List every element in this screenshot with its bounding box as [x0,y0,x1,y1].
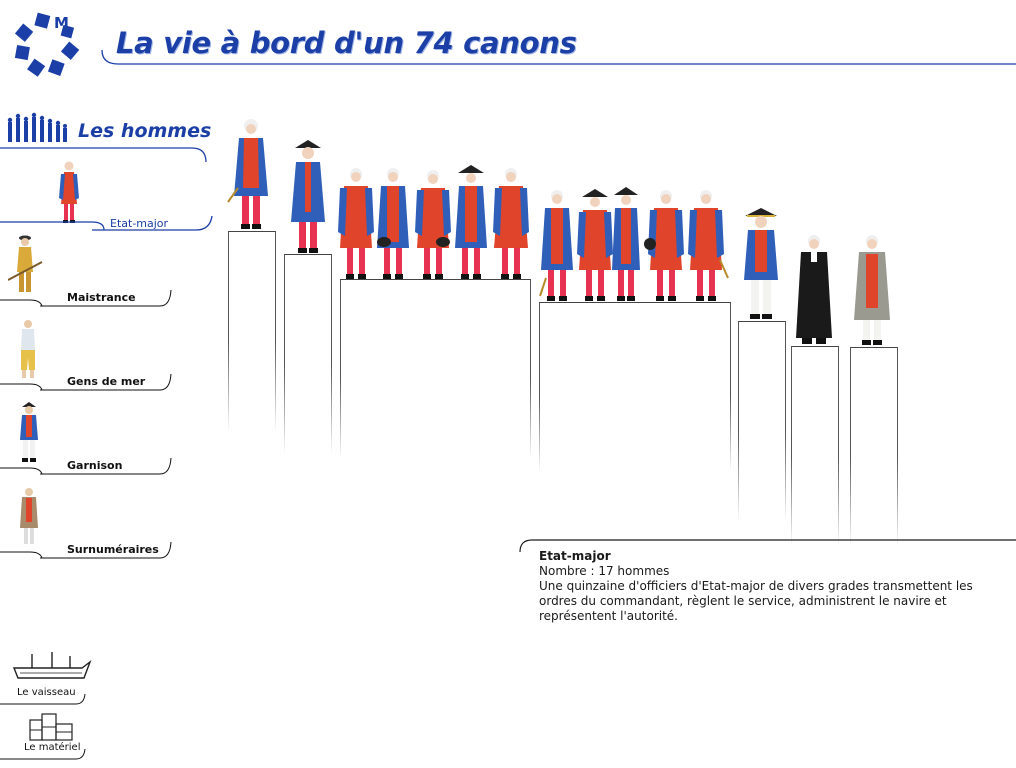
officer-figure-icon[interactable] [491,166,531,280]
category-label[interactable]: Gens de mer [67,375,146,388]
pedestal [228,231,276,431]
officer-figure-icon[interactable] [610,186,642,302]
page-title: La vie à bord d'un 74 canons [116,26,577,60]
officer-figure-icon[interactable] [452,164,490,280]
officer-figure-icon[interactable] [576,188,614,302]
officer-figure-icon[interactable] [287,138,329,254]
pedestal [738,321,786,521]
pedestal [284,254,332,454]
description-title: Etat-major [539,549,611,563]
ship-icon [12,650,92,686]
link-divider [0,745,90,765]
link-divider [0,690,90,710]
pedestal [340,279,531,459]
pedestal [791,346,839,546]
section-divider [0,140,210,166]
link-label[interactable]: Le matériel [24,742,81,753]
museum-logo-icon[interactable] [14,12,80,78]
description-panel [539,549,1011,624]
pedestal [539,302,731,472]
link-label[interactable]: Le vaisseau [17,687,76,698]
category-divider [0,200,214,234]
officer-figure-icon[interactable] [538,188,576,302]
officer-figure-icon[interactable] [337,166,375,280]
category-label[interactable]: Surnuméraires [67,543,159,556]
category-label[interactable]: Garnison [67,459,123,472]
surgeon-figure-icon[interactable] [851,232,893,348]
crates-icon [28,712,76,742]
pedestal [850,347,898,547]
officer-figure-icon[interactable] [686,188,730,302]
header-divider [100,50,1016,68]
description-text: Une quinzaine d'officiers d'Etat-major de divers grades transmettent les ordres du commandant, règlent le service, administrent le navire et représentent l'autorité. [539,579,973,623]
officer-figure-icon[interactable] [413,168,453,280]
logo-letter: M [54,14,69,32]
officer-figure-icon[interactable] [739,206,783,322]
category-label[interactable]: Etat-major [110,217,169,230]
officer-figure-icon[interactable] [226,116,276,232]
section-title: Les hommes [78,120,212,142]
category-label[interactable]: Maistrance [67,291,136,304]
officer-figure-icon[interactable] [644,188,684,302]
description-count: Nombre : 17 hommes [539,564,670,578]
chaplain-figure-icon[interactable] [793,232,835,348]
officer-figure-icon[interactable] [374,166,412,280]
